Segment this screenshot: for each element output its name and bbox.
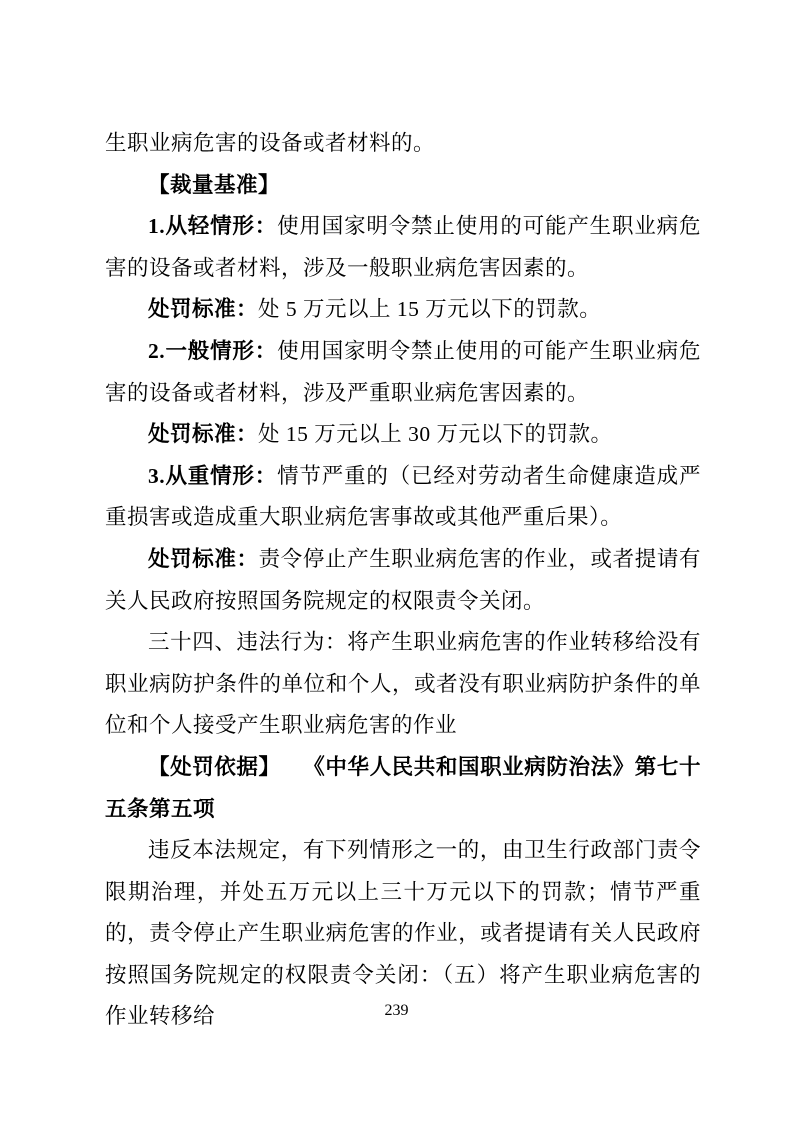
item-text: 使用国家明令禁止使用的可能产生职业病危害的设备或者材料，涉及一般职业病危害因素的。: [105, 214, 701, 280]
heading-text: 【裁量基准】: [148, 172, 281, 197]
item-label: 2.一般情形：: [148, 338, 278, 363]
paragraph-penalty-standard-3: [105, 539, 701, 622]
item-text: 使用国家明令禁止使用的可能产生职业病危害的设备或者材料，涉及严重职业病危害因素的。: [105, 338, 701, 405]
item-label: 处罚标准：: [148, 422, 259, 447]
paragraph-general-case: [105, 331, 701, 414]
heading-label: 【处罚依据】: [148, 754, 281, 779]
paragraph-text: 违反本法规定，有下列情形之一的，由卫生行政部门责令限期治理，并处五万元以上三十万元以下的罚款；情节严重的，责令停止产生职业病危害的作业，或者提请有关人民政府按照国务院规定的权限责令关闭：（五）将产生职业病危害的作业转移给: [105, 838, 701, 1029]
item-text: 处 15 万元以上 30 万元以下的罚款。: [258, 422, 613, 447]
item-label: 处罚标准：: [148, 546, 259, 571]
page-number: 239: [384, 1002, 409, 1019]
item-text: 责令停止产生职业病危害的作业，或者提请有关人民政府按照国务院规定的权限责令关闭。: [105, 546, 701, 613]
document-body: [105, 123, 701, 1038]
heading-text: 《中华人民共和国职业病防治法》第七十五条第五项: [105, 754, 701, 821]
item-text: 处 5 万元以上 15 万元以下的罚款。: [258, 297, 602, 322]
item-label: 1.从轻情形：: [148, 214, 278, 239]
heading-penalty-basis: [105, 747, 701, 830]
paragraph-penalty-standard-2: [105, 414, 701, 456]
item-text: 情节严重的（已经对劳动者生命健康造成严重损害或造成重大职业病危害事故或其他严重后果）。: [105, 463, 701, 530]
item-label: 3.从重情形：: [148, 463, 278, 488]
paragraph-lenient-case: [105, 206, 701, 289]
heading-discretion-benchmark: [105, 165, 701, 207]
paragraph-continuation: [105, 123, 701, 165]
paragraph-violation-34: [105, 622, 701, 747]
item-label: 处罚标准：: [148, 297, 259, 322]
paragraph-penalty-standard-1: [105, 289, 701, 331]
paragraph-severe-case: [105, 456, 701, 539]
paragraph-text: 生职业病危害的设备或者材料的。: [105, 131, 436, 155]
paragraph-text: 三十四、违法行为：将产生职业病危害的作业转移给没有职业病防护条件的单位和个人，或者没有职业病防护条件的单位和个人接受产生职业病危害的作业: [105, 630, 701, 738]
